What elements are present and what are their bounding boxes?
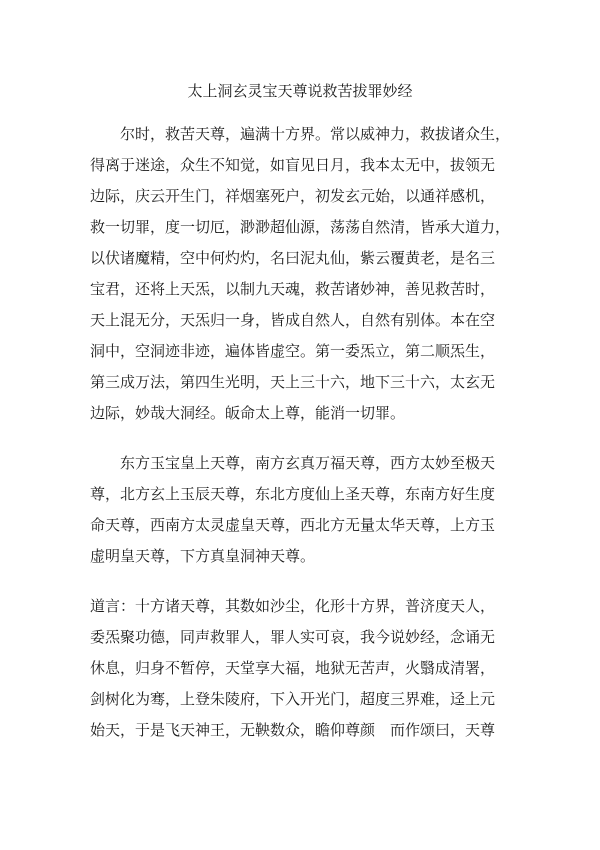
paragraph-1 xyxy=(90,119,520,429)
text-line: 边际，庆云开生门，祥烟塞死户，初发玄元始，以通祥感机， xyxy=(90,187,496,205)
text-line: 虚明皇天尊，下方真皇洞神天尊。 xyxy=(90,547,316,565)
text-line: 救一切罪，度一切厄，渺渺超仙源，荡荡自然清，皆承大道力， xyxy=(90,218,511,236)
text-line: 委炁聚功德，同声救罪人，罪人实可哀，我今说妙经，念诵无 xyxy=(90,628,496,646)
text-line: 天上混无分，天炁归一身，皆成自然人，自然有别体。本在空 xyxy=(90,311,496,329)
text-line: 宝君，还将上天炁，以制九天魂，救苦诸妙神，善见救苦时， xyxy=(90,280,496,298)
paragraph-3 xyxy=(90,591,520,746)
text-line: 尔时，救苦天尊，遍满十方界。常以威神力，救拔诸众生， xyxy=(90,125,511,143)
text-line: 洞中，空洞迹非迹，遍体皆虚空。第一委炁立，第二顺炁生， xyxy=(90,342,496,360)
text-line: 边际，妙哉大洞经。皈命太上尊，能消一切罪。 xyxy=(90,404,406,422)
text-line: 道言：十方诸天尊，其数如沙尘，化形十方界，普济度天人， xyxy=(90,597,496,615)
text-line: 命天尊，西南方太灵虚皇天尊，西北方无量太华天尊，上方玉 xyxy=(90,516,496,534)
text-line: 第三成万法，第四生光明，天上三十六，地下三十六，太玄无 xyxy=(90,373,496,391)
document-title: 太上洞玄灵宝天尊说救苦拔罪妙经 xyxy=(187,82,413,100)
text-line: 得离于迷途，众生不知觉，如盲见日月，我本太无中，拔领无 xyxy=(90,156,496,174)
text-line: 剑树化为骞，上登朱陵府，下入开光门，超度三界难，迳上元 xyxy=(90,690,496,708)
text-line: 始天，于是飞天神王，无鞅数众，瞻仰尊颜 而作颂曰，天尊 xyxy=(90,721,496,739)
paragraph-2 xyxy=(90,448,520,572)
text-line: 尊，北方玄上玉辰天尊，东北方度仙上圣天尊，东南方好生度 xyxy=(90,485,496,503)
text-line: 以伏诸魔精，空中何灼灼，名曰泥丸仙，紫云覆黄老，是名三 xyxy=(90,249,496,267)
text-line: 东方玉宝皇上天尊，南方玄真万福天尊，西方太妙至极天 xyxy=(90,454,496,472)
text-line: 休息，归身不暂停，天堂享大福，地狱无苦声，火翳成清署， xyxy=(90,659,496,677)
